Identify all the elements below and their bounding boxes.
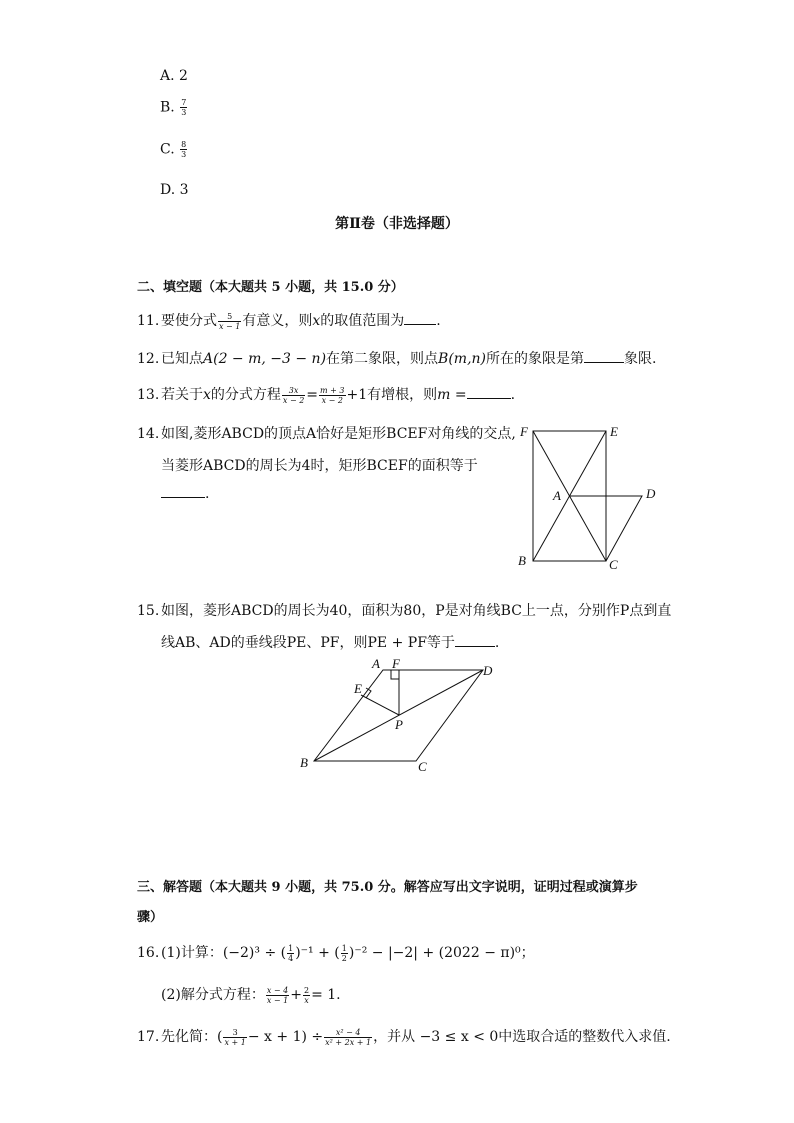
answer-blank[interactable] [467,397,511,399]
answer-blank[interactable] [161,496,205,498]
question-14-line2: 当菱形ABCD的周长为4时，矩形BCEF的面积等于 [161,458,478,474]
question-17: 17. 先化简：( $\frac{3}{x + 1}$ − x + 1) ÷ $\frac{\text{x² − 4}}{\text{x² + 2x + 1}}$ ，并从 −3 ≤ x < 0中选取合适的整数代入求值. [137,1027,671,1047]
question-13: 13. 若关于x的分式方程 $\frac{3x}{x - 2}$ = $\frac{m + 3}{x - 2}$ +1有增根，则m = . [137,385,516,405]
label-a: A [372,656,380,671]
label-d: D [646,486,656,501]
option-c-fraction: $\frac{8}{3}$ [181,140,187,159]
question-14-line3: . [161,486,209,502]
label-e: E [610,424,618,439]
label-d: D [483,663,493,678]
option-b: B. $\frac{7}{3}$ [160,98,187,117]
label-p: P [395,717,403,732]
section3-heading: 三、解答题（本大题共 9 小题，共 75.0 分。解答应写出文字说明，证明过程或演算步 [137,880,638,895]
q14-figure [510,420,670,575]
question-16-part1: 16. (1)计算：(−2)³ ÷ ( $\frac{1}{4}$ )⁻¹ + ( $\frac{1}{2}$ )⁻² − |−2| + (2022 − π)⁰； [137,943,535,963]
label-c: C [418,759,427,774]
question-15-line2: 线AB、AD的垂线段PE、PF，则PE + PF等于 . [161,635,500,651]
label-b: B [300,755,308,770]
option-b-fraction: $\frac{7}{3}$ [181,98,187,117]
question-15: 15. 如图，菱形ABCD的周长为40，面积为80，P是对角线BC上一点，分别作P点到直 [137,603,672,619]
option-d-value: 3 [179,182,189,198]
label-f: F [392,656,400,671]
answer-blank[interactable] [404,323,436,325]
question-16-part2: (2)解分式方程： $\frac{x - 4}{x - 1}$ + $\frac{2}{x}$ = 1. [161,985,341,1005]
label-c: C [609,557,618,572]
label-f: F [520,424,528,439]
answer-blank[interactable] [584,361,624,363]
section2-heading: 二、填空题（本大题共 5 小题，共 15.0 分） [137,280,404,295]
question-12: 12. 已知点A(2 − m, −3 − n)在第二象限，则点B(m,n)所在的象限是第 象限. [137,351,657,367]
label-b: B [518,553,526,568]
section3-heading-cont: 骤） [137,910,164,925]
right-angle-f [391,670,399,679]
option-a-value: 2 [179,68,188,84]
question-14: 14. 如图,菱形ABCD的顶点A恰好是矩形BCEF对角线的交点, [137,426,516,442]
option-a: A. 2 [160,68,188,84]
right-angle-e [366,688,371,698]
label-a: A [553,488,561,503]
option-c: C. $\frac{8}{3}$ [160,140,187,159]
answer-blank[interactable] [455,645,495,647]
option-d: D. 3 [160,182,189,198]
q15-figure [295,655,505,775]
label-e: E [354,681,362,696]
part2-title: 第Ⅱ卷（非选择题） [335,216,459,232]
question-11: 11. 要使分式 $\frac{5}{x - 1}$ 有意义，则x的取值范围为 . [137,311,441,331]
perpendicular-pe [361,695,399,715]
